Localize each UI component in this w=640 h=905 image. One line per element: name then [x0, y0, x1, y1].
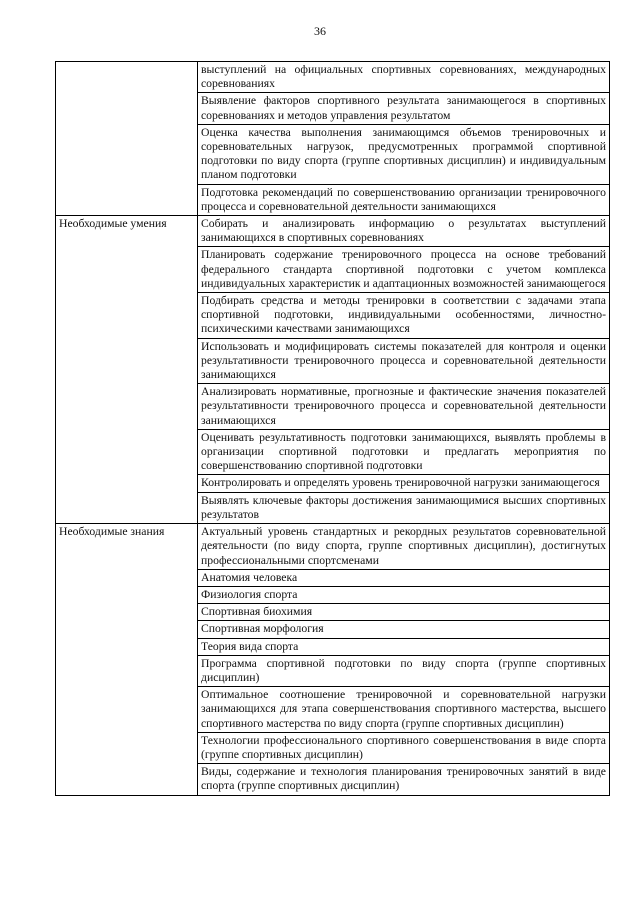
table-row — [56, 524, 610, 570]
requirement-cell: Актуальный уровень стандартных и рекордных результатов соревновательной деятельности (по виду спорта, группе спортивных дисциплин), достигнутых профессиональными спортсменами — [198, 524, 610, 570]
requirement-cell: Программа спортивной подготовки по виду спорта (группе спортивных дисциплин) — [198, 655, 610, 686]
requirement-cell: Виды, содержание и технология планирования тренировочных занятий в виде спорта (группе спортивных дисциплин) — [198, 764, 610, 795]
requirement-cell: выступлений на официальных спортивных соревнованиях, международных соревнованиях — [198, 62, 610, 93]
requirement-cell: Физиология спорта — [198, 586, 610, 603]
requirement-cell: Планировать содержание тренировочного процесса на основе требований федерального стандарта спортивной подготовки с учетом комплекса индивидуальных характеристик и адаптационных возможностей занимающегося — [198, 247, 610, 293]
requirement-cell: Спортивная морфология — [198, 621, 610, 638]
table-row — [56, 216, 610, 247]
requirement-cell: Спортивная биохимия — [198, 604, 610, 621]
requirement-cell: Анализировать нормативные, прогнозные и фактические значения показателей результативности тренировочного процесса и соревновательной деятельности занимающихся — [198, 384, 610, 430]
requirement-cell: Оценка качества выполнения занимающимся объемов тренировочных и соревновательных нагрузок, предусмотренных программой спортивной подготовки по виду спорта (группе спортивных дисциплин) и индивидуальным планом подготовки — [198, 124, 610, 184]
section-label: Необходимые умения — [56, 216, 198, 524]
table-body — [56, 62, 610, 796]
page-number: 36 — [314, 24, 326, 38]
requirement-cell: Теория вида спорта — [198, 638, 610, 655]
requirement-cell: Выявлять ключевые факторы достижения занимающимися высших спортивных результатов — [198, 492, 610, 523]
requirements-table — [55, 61, 610, 796]
requirement-cell: Подбирать средства и методы тренировки в соответствии с задачами этапа спортивной подготовки, индивидуальными особенностями, личностно-психическими качествами занимающихся — [198, 293, 610, 339]
requirement-cell: Анатомия человека — [198, 569, 610, 586]
section-label — [56, 62, 198, 216]
requirement-cell: Использовать и модифицировать системы показателей для контроля и оценки результативности тренировочного процесса и соревновательной деятельности занимающихся — [198, 338, 610, 384]
requirement-cell: Технологии профессионального спортивного совершенствования в виде спорта (группе спортивных дисциплин) — [198, 732, 610, 763]
requirement-cell: Оценивать результативность подготовки занимающихся, выявлять проблемы в организации спортивной подготовки и предлагать мероприятия по совершенствованию спортивной подготовки — [198, 429, 610, 475]
requirement-cell: Контролировать и определять уровень тренировочной нагрузки занимающегося — [198, 475, 610, 492]
requirement-cell: Подготовка рекомендаций по совершенствованию организации тренировочного процесса и соревновательной деятельности занимающихся — [198, 184, 610, 215]
table-row — [56, 62, 610, 93]
section-label: Необходимые знания — [56, 524, 198, 795]
requirement-cell: Выявление факторов спортивного результата занимающегося в спортивных соревнованиях и методов управления результатом — [198, 93, 610, 124]
requirement-cell: Собирать и анализировать информацию о результатах выступлений занимающихся в спортивных соревнованиях — [198, 216, 610, 247]
requirement-cell: Оптимальное соотношение тренировочной и соревновательной нагрузки занимающихся для этапа совершенствования спортивного мастерства, высшего спортивного мастерства по виду спорта (группе спортивных дисциплин) — [198, 687, 610, 733]
